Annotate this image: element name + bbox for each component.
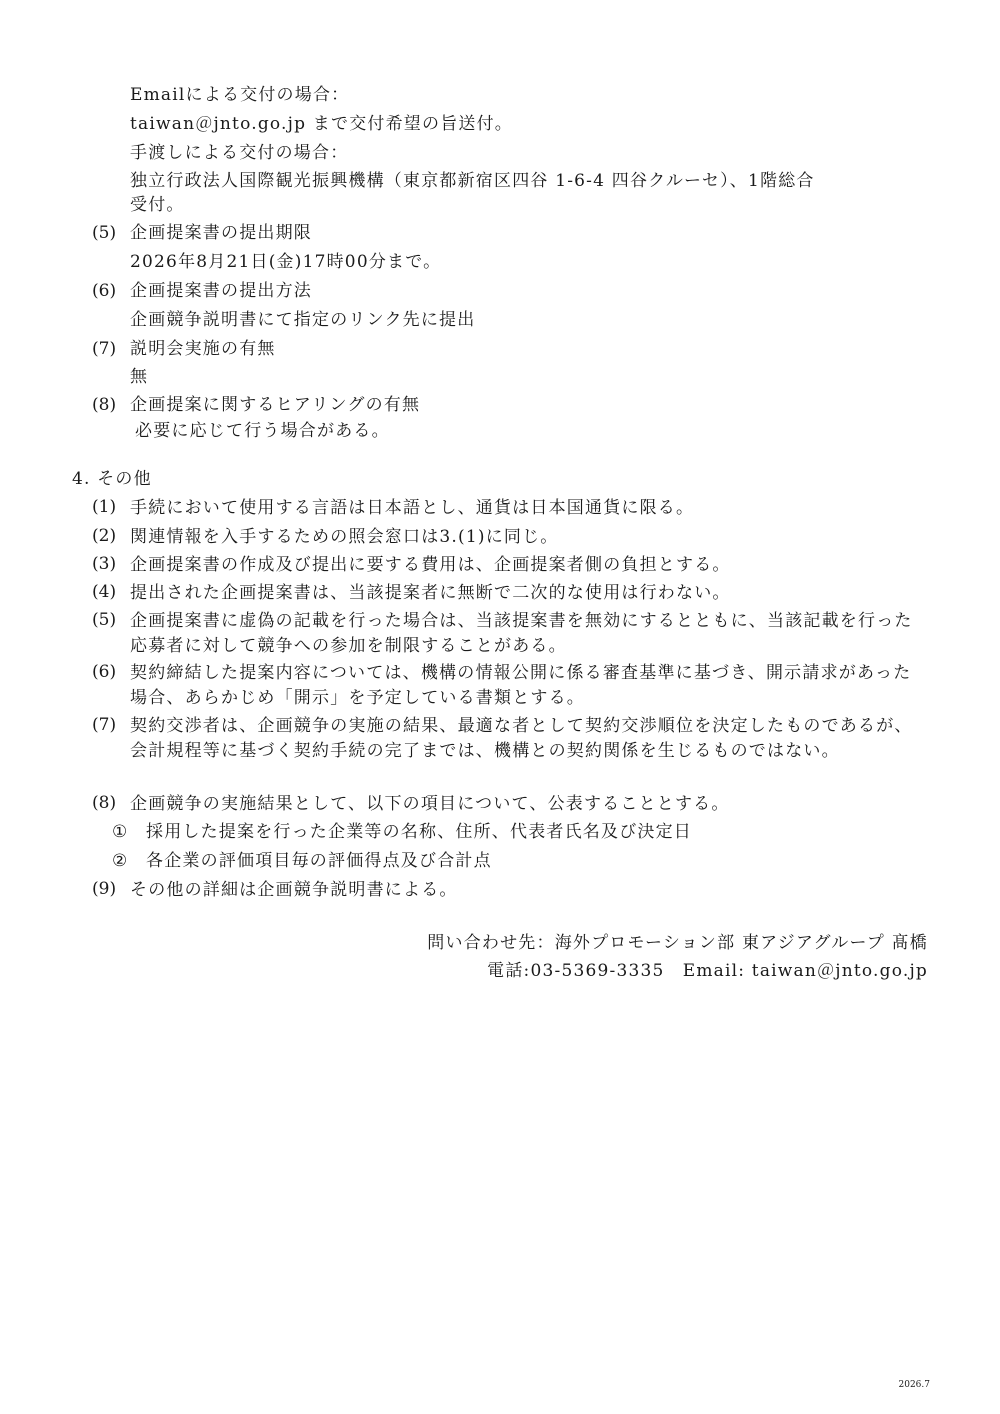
sec4-item-8: [92, 792, 920, 817]
item-number: (9): [92, 879, 117, 899]
hand-delivery-text-2: 受付。: [130, 195, 185, 215]
circled-number: ②: [112, 851, 128, 871]
sec4-item-9: [92, 878, 920, 903]
item-text: 契約締結した提案内容については、機構の情報公開に係る審査基準に基づき、開示請求があった場合、あらかじめ「開示」を予定している書類とする。: [130, 663, 912, 708]
sec3-item-7-detail: 無: [130, 367, 149, 387]
sec3-item-5-detail: 2026年8月21日(金)17時00分まで。: [130, 252, 442, 272]
sec4-item-6: [92, 661, 920, 711]
sec4-item-4: [92, 581, 920, 606]
subitem-text: 採用した提案を行った企業等の名称、住所、代表者氏名及び決定日: [146, 822, 692, 842]
email-delivery-text: taiwan＠jnto.go.jp まで交付希望の旨送付。: [130, 114, 514, 134]
item-text: 関連情報を入手するための照会窓口は3.(1)に同じ。: [130, 527, 559, 547]
item-number: (6): [92, 662, 117, 682]
item-text: 提出された企画提案書は、当該提案者に無断で二次的な使用は行わない。: [130, 583, 731, 603]
sec4-item-3: [92, 553, 920, 578]
email-delivery-heading: Emailによる交付の場合：: [130, 85, 350, 105]
item-title: 企画提案書の提出方法: [130, 281, 312, 301]
sec4-item-8-sub-2: [112, 850, 492, 872]
sec3-item-6: [92, 280, 312, 302]
item-title: 企画提案に関するヒアリングの有無: [130, 395, 421, 415]
item-title: 説明会実施の有無: [130, 339, 276, 359]
sec3-item-7: [92, 338, 276, 360]
item-number: (4): [92, 582, 117, 602]
item-number: (3): [92, 554, 117, 574]
item-text: 企画提案書の作成及び提出に要する費用は、企画提案者側の負担とする。: [130, 555, 731, 575]
sec4-item-8-sub-1: [112, 821, 692, 843]
sec3-item-6-detail: 企画競争説明書にて指定のリンク先に提出: [130, 310, 476, 330]
item-number: (6): [92, 281, 117, 301]
item-number: (5): [92, 610, 117, 630]
item-number: (5): [92, 223, 117, 243]
sec4-item-2: [92, 525, 920, 550]
item-text: 企画競争の実施結果として、以下の項目について、公表することとする。: [130, 794, 730, 814]
contact-phone-email: 電話:03-5369-3335 Email: taiwan＠jnto.go.jp: [487, 961, 928, 981]
page-footer-date: 2026.7: [898, 1380, 930, 1390]
hand-delivery-heading: 手渡しによる交付の場合：: [130, 143, 349, 163]
section-4-heading: 4. その他: [72, 469, 152, 489]
item-number: (8): [92, 395, 117, 415]
sec4-item-7: [92, 714, 920, 764]
item-number: (7): [92, 339, 117, 359]
sec3-item-8-detail: 必要に応じて行う場合がある。: [135, 421, 390, 441]
sec4-item-5: [92, 609, 920, 659]
item-text: 企画提案書に虚偽の記載を行った場合は、当該提案書を無効にするとともに、当該記載を行った応募者に対して競争への参加を制限することがある。: [130, 611, 913, 656]
sec3-item-5: [92, 222, 312, 244]
item-text: 手続において使用する言語は日本語とし、通貨は日本国通貨に限る。: [130, 498, 695, 518]
item-number: (1): [92, 497, 117, 517]
item-number: (2): [92, 526, 117, 546]
item-number: (7): [92, 715, 117, 735]
sec3-item-8: [92, 394, 420, 416]
contact-line: 問い合わせ先：海外プロモーション部 東アジアグループ 髙橋: [427, 933, 928, 953]
item-title: 企画提案書の提出期限: [130, 223, 312, 243]
subitem-text: 各企業の評価項目毎の評価得点及び合計点: [146, 851, 492, 871]
item-text: 契約交渉者は、企画競争の実施の結果、最適な者として契約交渉順位を決定したものであるが、会計規程等に基づく契約手続の完了までは、機構との契約関係を生じるものではない。: [130, 716, 913, 761]
item-number: (8): [92, 793, 117, 813]
hand-delivery-text-1: 独立行政法人国際観光振興機構（東京都新宿区四谷 1-6-4 四谷クルーセ）、1階総合: [130, 171, 815, 191]
circled-number: ①: [112, 822, 128, 842]
item-text: その他の詳細は企画競争説明書による。: [130, 880, 458, 900]
sec4-item-1: [92, 496, 920, 521]
